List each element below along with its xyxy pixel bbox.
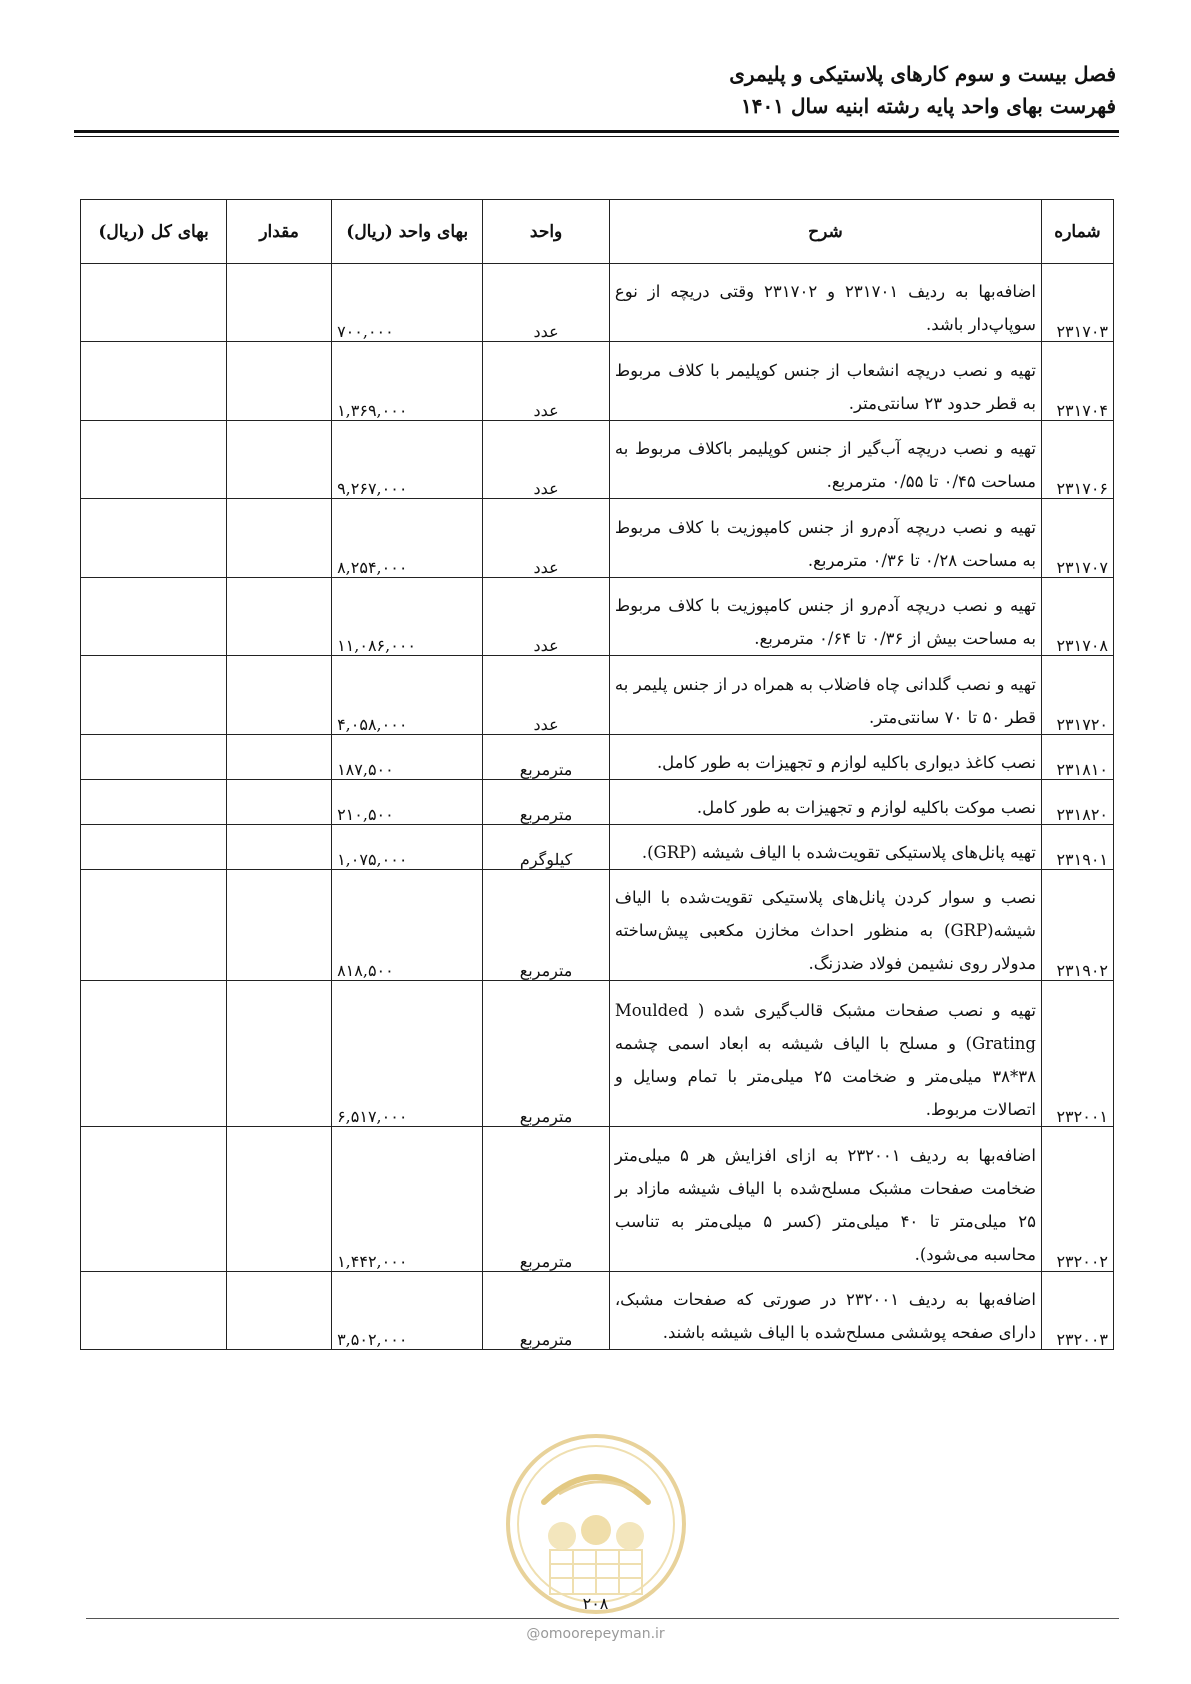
header-rule-thin bbox=[74, 136, 1119, 137]
table-row bbox=[81, 981, 1114, 1127]
column-header-unit: واحد bbox=[483, 200, 610, 264]
row-total-price bbox=[81, 981, 227, 1127]
row-description: اضافه‌بها به ردیف ۲۳۲۰۰۱ به ازای افزایش هر ۵ میلی‌متر ضخامت صفحات مشبک مسلح‌شده با الیاف شیشه مازاد بر ۲۵ میلی‌متر تا ۴۰ میلی‌متر (کسر ۵ میلی‌متر به تناسب محاسبه می‌شود). bbox=[609, 1127, 1041, 1272]
footer-rule bbox=[86, 1618, 1119, 1619]
table-header-row bbox=[81, 200, 1114, 264]
row-code: ۲۳۱۷۰۷ bbox=[1041, 499, 1113, 578]
row-unit: عدد bbox=[483, 264, 610, 342]
row-unit-price: ۸۱۸,۵۰۰ bbox=[332, 870, 483, 981]
row-unit-price: ۱۸۷,۵۰۰ bbox=[332, 735, 483, 780]
row-unit-price: ۱۱,۰۸۶,۰۰۰ bbox=[332, 578, 483, 656]
chapter-title: فصل بیست و سوم کارهای پلاستیکی و پلیمری bbox=[729, 62, 1116, 86]
row-unit: کیلوگرم bbox=[483, 825, 610, 870]
row-unit-price: ۹,۲۶۷,۰۰۰ bbox=[332, 421, 483, 499]
row-unit: مترمربع bbox=[483, 870, 610, 981]
row-unit: مترمربع bbox=[483, 735, 610, 780]
row-total-price bbox=[81, 342, 227, 421]
website-watermark: @omoorepeyman.ir bbox=[526, 1626, 665, 1642]
row-total-price bbox=[81, 499, 227, 578]
row-quantity bbox=[227, 264, 332, 342]
row-quantity bbox=[227, 499, 332, 578]
row-unit: مترمربع bbox=[483, 780, 610, 825]
column-header-unit-price: بهای واحد (ریال) bbox=[332, 200, 483, 264]
row-description: تهیه و نصب دریچه آدم‌رو از جنس کامپوزیت با کلاف مربوط به مساحت بیش از ۰/۳۶ تا ۰/۶۴ مترمربع. bbox=[609, 578, 1041, 656]
row-unit-price: ۲۱۰,۵۰۰ bbox=[332, 780, 483, 825]
row-total-price bbox=[81, 421, 227, 499]
row-code: ۲۳۱۷۰۴ bbox=[1041, 342, 1113, 421]
row-unit-price: ۱,۴۴۲,۰۰۰ bbox=[332, 1127, 483, 1272]
row-code: ۲۳۱۷۰۸ bbox=[1041, 578, 1113, 656]
column-header-quantity: مقدار bbox=[227, 200, 332, 264]
row-description: تهیه پانل‌های پلاستیکی تقویت‌شده با الیاف شیشه (GRP). bbox=[609, 825, 1041, 870]
row-total-price bbox=[81, 656, 227, 735]
table-row bbox=[81, 870, 1114, 981]
row-code: ۲۳۲۰۰۳ bbox=[1041, 1272, 1113, 1350]
column-header-total-price: بهای کل (ریال) bbox=[81, 200, 227, 264]
row-code: ۲۳۱۸۱۰ bbox=[1041, 735, 1113, 780]
row-unit: مترمربع bbox=[483, 981, 610, 1127]
row-description: تهیه و نصب صفحات مشبک قالب‌گیری شده ( Moulded Grating) و مسلح با الیاف شیشه به ابعاد اسمی چشمه ۳۸*۳۸ میلی‌متر و ضخامت ۲۵ میلی‌متر با تمام وسایل و اتصالات مربوط. bbox=[609, 981, 1041, 1127]
row-unit-price: ۶,۵۱۷,۰۰۰ bbox=[332, 981, 483, 1127]
row-description: تهیه و نصب گلدانی چاه فاضلاب به همراه در از جنس پلیمر به قطر ۵۰ تا ۷۰ سانتی‌متر. bbox=[609, 656, 1041, 735]
row-unit: عدد bbox=[483, 421, 610, 499]
table-row bbox=[81, 656, 1114, 735]
table-row bbox=[81, 1272, 1114, 1350]
row-description: تهیه و نصب دریچه انشعاب از جنس کوپلیمر با کلاف مربوط به قطر حدود ۲۳ سانتی‌متر. bbox=[609, 342, 1041, 421]
row-quantity bbox=[227, 825, 332, 870]
row-quantity bbox=[227, 981, 332, 1127]
header-rule-thick bbox=[74, 130, 1119, 133]
table-row bbox=[81, 735, 1114, 780]
row-code: ۲۳۱۹۰۱ bbox=[1041, 825, 1113, 870]
row-unit: عدد bbox=[483, 656, 610, 735]
table-row bbox=[81, 1127, 1114, 1272]
price-table bbox=[80, 199, 1114, 1350]
row-unit-price: ۳,۵۰۲,۰۰۰ bbox=[332, 1272, 483, 1350]
row-description: نصب موکت باکلیه لوازم و تجهیزات به طور کامل. bbox=[609, 780, 1041, 825]
row-unit: عدد bbox=[483, 499, 610, 578]
row-unit-price: ۱,۰۷۵,۰۰۰ bbox=[332, 825, 483, 870]
row-total-price bbox=[81, 264, 227, 342]
row-total-price bbox=[81, 735, 227, 780]
row-total-price bbox=[81, 780, 227, 825]
page-number: ۲۰۸ bbox=[582, 1594, 609, 1613]
row-description: تهیه و نصب دریچه آدم‌رو از جنس کامپوزیت با کلاف مربوط به مساحت ۰/۲۸ تا ۰/۳۶ مترمربع. bbox=[609, 499, 1041, 578]
row-description: اضافه‌بها به ردیف ۲۳۱۷۰۱ و ۲۳۱۷۰۲ وقتی دریچه از نوع سوپاپ‌دار باشد. bbox=[609, 264, 1041, 342]
row-total-price bbox=[81, 1127, 227, 1272]
table-row bbox=[81, 421, 1114, 499]
table-row bbox=[81, 342, 1114, 421]
row-quantity bbox=[227, 870, 332, 981]
table-row bbox=[81, 264, 1114, 342]
row-description: تهیه و نصب دریچه آب‌گیر از جنس کوپلیمر باکلاف مربوط به مساحت ۰/۴۵ تا ۰/۵۵ مترمربع. bbox=[609, 421, 1041, 499]
row-unit: مترمربع bbox=[483, 1127, 610, 1272]
row-quantity bbox=[227, 1127, 332, 1272]
row-code: ۲۳۱۷۲۰ bbox=[1041, 656, 1113, 735]
row-total-price bbox=[81, 825, 227, 870]
row-description: اضافه‌بها به ردیف ۲۳۲۰۰۱ در صورتی که صفحات مشبک، دارای صفحه پوششی مسلح‌شده با الیاف شیشه باشند. bbox=[609, 1272, 1041, 1350]
seal-logo bbox=[504, 1432, 688, 1616]
row-quantity bbox=[227, 1272, 332, 1350]
row-quantity bbox=[227, 421, 332, 499]
row-code: ۲۳۲۰۰۲ bbox=[1041, 1127, 1113, 1272]
row-code: ۲۳۱۹۰۲ bbox=[1041, 870, 1113, 981]
row-total-price bbox=[81, 1272, 227, 1350]
row-total-price bbox=[81, 870, 227, 981]
table-row bbox=[81, 578, 1114, 656]
row-unit-price: ۸,۲۵۴,۰۰۰ bbox=[332, 499, 483, 578]
row-quantity bbox=[227, 656, 332, 735]
table-row bbox=[81, 825, 1114, 870]
row-description: نصب کاغذ دیواری باکلیه لوازم و تجهیزات به طور کامل. bbox=[609, 735, 1041, 780]
row-code: ۲۳۲۰۰۱ bbox=[1041, 981, 1113, 1127]
row-quantity bbox=[227, 342, 332, 421]
row-quantity bbox=[227, 780, 332, 825]
row-unit-price: ۴,۰۵۸,۰۰۰ bbox=[332, 656, 483, 735]
row-unit: عدد bbox=[483, 578, 610, 656]
table-row bbox=[81, 780, 1114, 825]
price-list-title: فهرست بهای واحد پایه رشته ابنیه سال ۱۴۰۱ bbox=[741, 94, 1116, 118]
table-row bbox=[81, 499, 1114, 578]
column-header-code: شماره bbox=[1041, 200, 1113, 264]
column-header-description: شرح bbox=[609, 200, 1041, 264]
row-unit: مترمربع bbox=[483, 1272, 610, 1350]
row-quantity bbox=[227, 735, 332, 780]
row-total-price bbox=[81, 578, 227, 656]
row-quantity bbox=[227, 578, 332, 656]
row-code: ۲۳۱۸۲۰ bbox=[1041, 780, 1113, 825]
row-code: ۲۳۱۷۰۳ bbox=[1041, 264, 1113, 342]
row-description: نصب و سوار کردن پانل‌های پلاستیکی تقویت‌شده با الیاف شیشه(GRP) به منظور احداث مخازن مکعبی پیش‌ساخته مدولار روی نشیمن فولاد ضدزنگ. bbox=[609, 870, 1041, 981]
row-unit: عدد bbox=[483, 342, 610, 421]
page-header bbox=[729, 58, 1116, 122]
row-code: ۲۳۱۷۰۶ bbox=[1041, 421, 1113, 499]
row-unit-price: ۱,۳۶۹,۰۰۰ bbox=[332, 342, 483, 421]
row-unit-price: ۷۰۰,۰۰۰ bbox=[332, 264, 483, 342]
